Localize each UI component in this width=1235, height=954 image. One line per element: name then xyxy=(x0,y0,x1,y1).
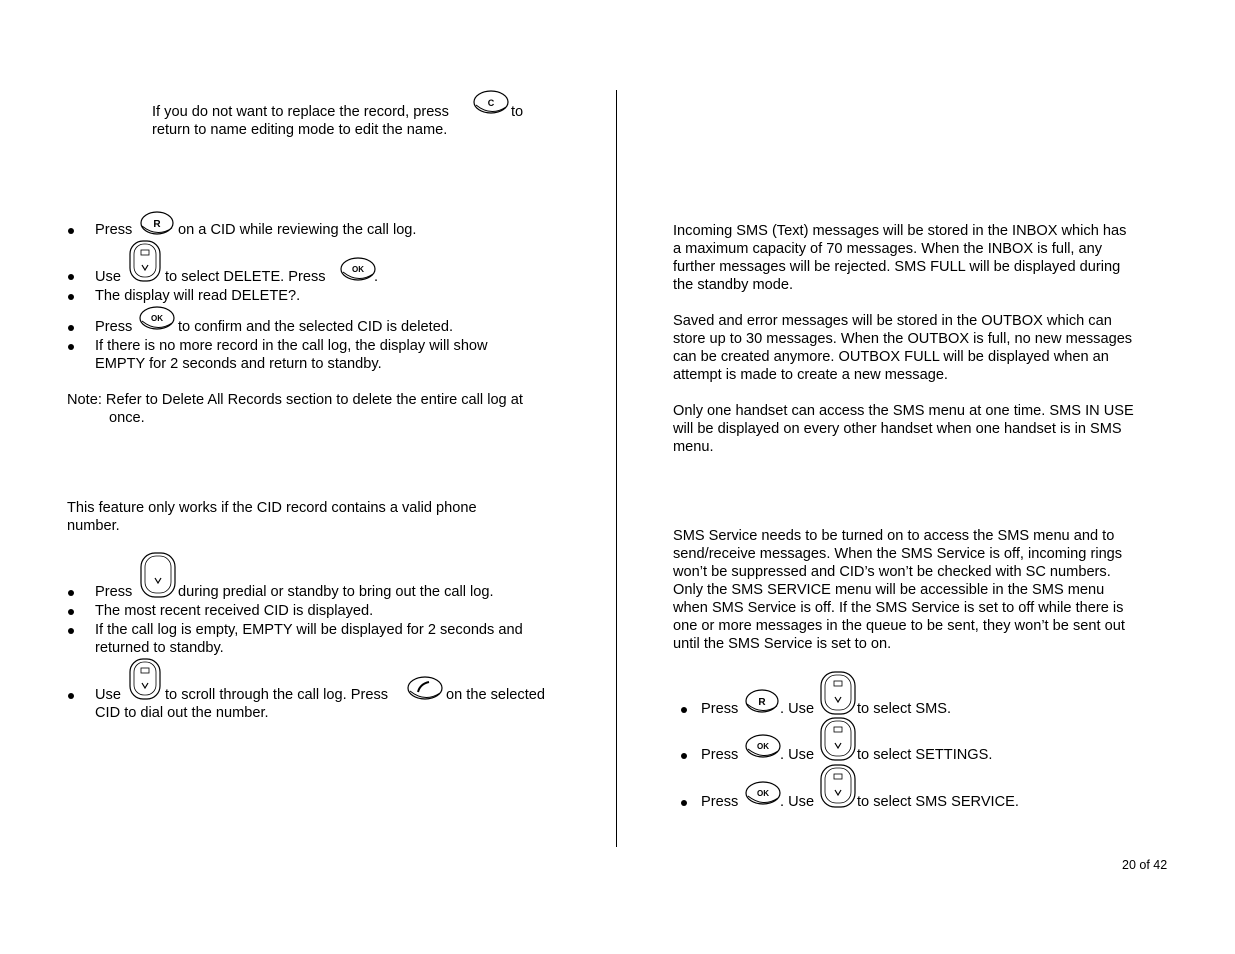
review-step4-b: to scroll through the call log. Press xyxy=(165,687,389,703)
svg-text:R: R xyxy=(153,219,161,230)
paragraph-line: menu. xyxy=(673,439,714,455)
delete-step1-b: on a CID while reviewing the call log. xyxy=(178,222,417,238)
paragraph-line: store up to 30 messages. When the OUTBOX is full, no new messages xyxy=(673,331,1133,347)
delete-step2-c: . xyxy=(374,269,379,285)
talk-key-icon xyxy=(405,675,445,703)
bullet xyxy=(681,753,687,759)
paragraph-line: won’t be suppressed and CID’s won’t be checked with SC numbers. xyxy=(673,564,1111,580)
svg-text:C: C xyxy=(487,98,495,108)
paragraph-line: one or more messages in the queue to be sent, they won’t be sent out xyxy=(673,618,1125,634)
delete-step5-l1: If there is no more record in the call log, the display will show xyxy=(95,338,488,354)
svg-text:OK: OK xyxy=(352,265,364,274)
paragraph-line: will be displayed on every other handset when one handset is in SMS xyxy=(673,421,1122,437)
page-number: 20 of 42 xyxy=(1122,858,1168,872)
ok-key-icon xyxy=(744,779,782,809)
column-divider xyxy=(616,90,617,847)
replace-note-line1b: to xyxy=(511,104,524,120)
paragraph-line: Only the SMS SERVICE menu will be accessible in the SMS menu xyxy=(673,582,1105,598)
svg-text:OK: OK xyxy=(151,314,163,323)
review-step3-l2: returned to standby. xyxy=(95,640,224,656)
sms-inbox-paragraph xyxy=(673,222,1126,294)
sms-step2-a: Press xyxy=(701,747,739,763)
delete-step2-a: Use xyxy=(95,269,121,285)
review-step4-l2: CID to dial out the number. xyxy=(95,705,269,721)
nav-updown-key-icon xyxy=(819,717,857,763)
paragraph-line: the standby mode. xyxy=(673,277,794,293)
review-step4-a: Use xyxy=(95,687,121,703)
c-key-icon xyxy=(472,88,510,116)
r-key-icon xyxy=(139,210,175,238)
bullet xyxy=(681,800,687,806)
delete-step1-a: Press xyxy=(95,222,133,238)
nav-updown-key-icon xyxy=(128,658,162,702)
paragraph-line: SMS Service needs to be turned on to access the SMS menu and to xyxy=(673,528,1115,544)
paragraph-line: Saved and error messages will be stored in the OUTBOX which can xyxy=(673,313,1112,329)
sms-step3-b: . Use xyxy=(780,794,815,810)
bullet xyxy=(68,274,74,280)
feature-note-line2: number. xyxy=(67,518,120,534)
nav-updown-key-icon xyxy=(819,671,857,717)
review-step3-l1: If the call log is empty, EMPTY will be displayed for 2 seconds and xyxy=(95,622,523,638)
sms-service-paragraph xyxy=(673,527,1125,653)
sms-step1-b: . Use xyxy=(780,701,815,717)
paragraph-line: send/receive messages. When the SMS Service is off, incoming rings xyxy=(673,546,1123,562)
delete-step5-l2: EMPTY for 2 seconds and return to standby. xyxy=(95,356,382,372)
sms-step3-c: to select SMS SERVICE. xyxy=(857,794,1019,810)
delete-step4-b: to confirm and the selected CID is deleted. xyxy=(178,319,453,335)
bullet xyxy=(68,344,74,350)
paragraph-line: further messages will be rejected. SMS FULL will be displayed during xyxy=(673,259,1121,275)
bullet xyxy=(68,693,74,699)
ok-key-icon xyxy=(339,255,377,285)
note-line1: Note: Refer to Delete All Records section to delete the entire call log at xyxy=(67,392,523,408)
review-step4-c: on the selected xyxy=(446,687,545,703)
ok-key-icon xyxy=(138,304,176,334)
feature-note-line1: This feature only works if the CID record contains a valid phone xyxy=(67,500,477,516)
delete-step3: The display will read DELETE?. xyxy=(95,288,301,304)
sms-step1-c: to select SMS. xyxy=(857,701,952,717)
note-line2: once. xyxy=(109,410,145,426)
replace-note-line2: return to name editing mode to edit the name. xyxy=(152,122,448,138)
nav-updown-key-icon xyxy=(819,764,857,810)
bullet xyxy=(68,590,74,596)
svg-text:OK: OK xyxy=(757,789,769,798)
ok-key-icon xyxy=(744,732,782,762)
review-step1-a: Press xyxy=(95,584,133,600)
paragraph-line: a maximum capacity of 70 messages. When the INBOX is full, any xyxy=(673,241,1103,257)
bullet xyxy=(68,628,74,634)
paragraph-line: Only one handset can access the SMS menu at one time. SMS IN USE xyxy=(673,403,1134,419)
sms-step2-c: to select SETTINGS. xyxy=(857,747,993,763)
paragraph-line: when SMS Service is off. If the SMS Service is set to off while there is xyxy=(673,600,1124,616)
paragraph-line: Incoming SMS (Text) messages will be stored in the INBOX which has xyxy=(673,223,1127,239)
paragraph-line: can be created anymore. OUTBOX FULL will be displayed when an xyxy=(673,349,1109,365)
svg-text:R: R xyxy=(758,697,766,708)
sms-outbox-paragraph xyxy=(673,312,1132,384)
sms-step3-a: Press xyxy=(701,794,739,810)
paragraph-line: attempt is made to create a new message. xyxy=(673,367,948,383)
r-key-icon xyxy=(744,688,780,716)
review-step1-b: during predial or standby to bring out the call log. xyxy=(178,584,494,600)
bullet xyxy=(68,228,74,234)
svg-text:OK: OK xyxy=(757,742,769,751)
bullet xyxy=(68,294,74,300)
sms-step1-a: Press xyxy=(701,701,739,717)
review-step2: The most recent received CID is displayed. xyxy=(95,603,374,619)
delete-step2-b: to select DELETE. Press xyxy=(165,269,326,285)
bullet xyxy=(68,609,74,615)
down-key-icon xyxy=(139,552,177,600)
delete-step4-a: Press xyxy=(95,319,133,335)
sms-step2-b: . Use xyxy=(780,747,815,763)
nav-updown-key-icon xyxy=(128,240,162,284)
bullet xyxy=(681,707,687,713)
bullet xyxy=(68,325,74,331)
sms-in-use-paragraph xyxy=(673,402,1134,456)
replace-note-line1a: If you do not want to replace the record, press xyxy=(152,104,449,120)
paragraph-line: until the SMS Service is set to on. xyxy=(673,636,892,652)
